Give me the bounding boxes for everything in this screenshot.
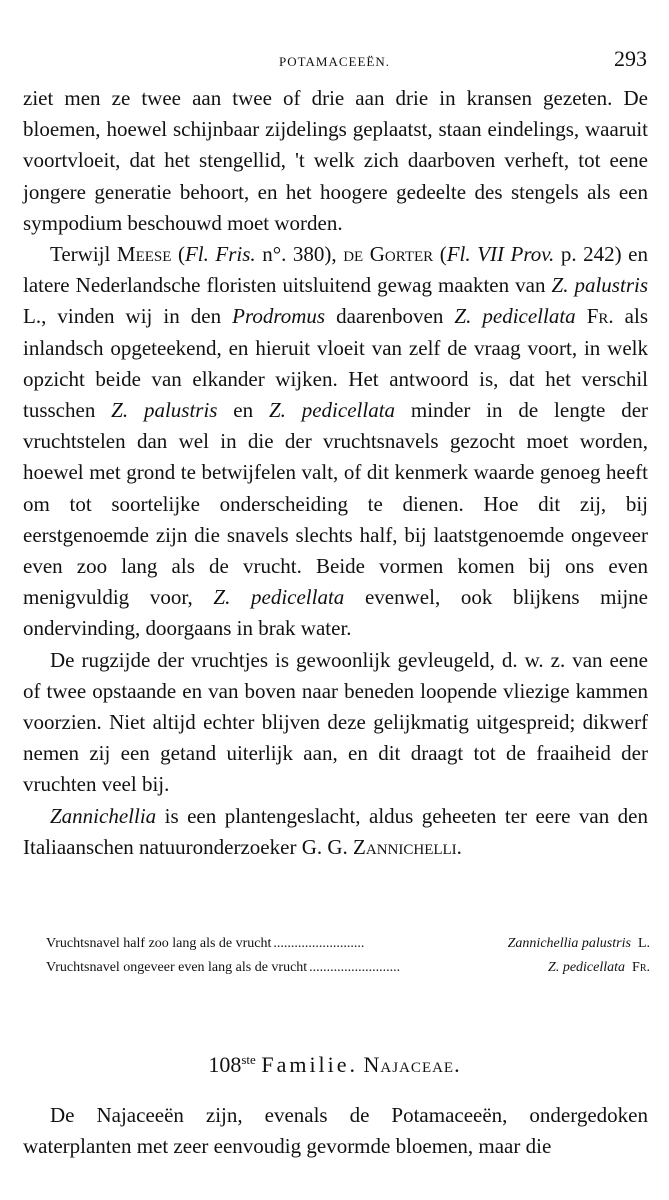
key-line (46, 956, 650, 980)
author-fr: Fr. (586, 304, 614, 329)
page-header (0, 46, 669, 76)
key-taxon (548, 956, 650, 980)
text-run: L., vinden wij in den (23, 304, 233, 329)
text-run: daarenboven (325, 304, 455, 329)
family-intro-text (23, 1100, 648, 1162)
work-fl-fris: Fl. Fris. (184, 242, 256, 267)
key-taxon-name: Zannichellia palustris (507, 936, 631, 951)
species-z-palustris: Z. palustris (551, 273, 648, 298)
species-z-pedicellata: Z. pedicellata (454, 304, 576, 329)
text-run: minder in de lengte der vruchtstelen dan wel in die der vruchtsnavels gezocht moet worden, hoewel met grond te betwijfelen valt, of dit kenmerk waarde genoeg heeft om tot soortelijke onderscheiding te dienen. Hoe dit zij, bij eerstgenoemde zijn die snavels slechts half, bij laatstgenoemde ongeveer even zoo lang als de vrucht. Beide vormen komen bij ons even menigvuldig voor, (23, 398, 649, 610)
key-leader-dots: .......................... (273, 936, 365, 951)
species-z-palustris: Z. palustris (111, 398, 218, 423)
paragraph-rugzijde: De rugzijde der vruchtjes is gewoonlijk gevleugeld, d. w. z. van eene of twee opstaande en van boven naar beneden loopende vliezige kammen voorzien. Niet altijd echter blijven deze gelijkmatig uitgespreid; dikwerf nemen zij een getand uiterlijk aan, en dit draagt tot de fraaiheid der vruchten veel bij. (23, 647, 648, 797)
text-run: en (217, 398, 269, 423)
text-run: is een plantengeslacht, aldus geheeten ter eere van den Italiaanschen natuuronderzoeker G. G. (23, 803, 648, 859)
family-word: Familie. (261, 1052, 359, 1077)
text-run: ( (171, 242, 185, 267)
page-number: 293 (614, 46, 647, 71)
species-z-pedicellata: Z. pedicellata (213, 585, 345, 610)
key-line (46, 932, 650, 956)
text-run: evenwel, ook blijkens mijne ondervinding, doorgaans in brak water. (23, 585, 649, 641)
key-taxon-name: Z. pedicellata (548, 960, 626, 975)
work-fl-vii-prov: Fl. VII Prov. (446, 242, 555, 267)
body-text (23, 83, 648, 863)
paragraph-najaceae: De Najaceeën zijn, evenals de Potamaceeën, ondergedoken waterplanten met zeer eenvoudig gevormde bloemen, maar die (23, 1103, 648, 1159)
family-number-suffix: ste (241, 1052, 256, 1067)
person-zannichelli: Zannichelli (353, 834, 457, 859)
text-run: Terwijl (50, 242, 117, 267)
key-taxon (508, 932, 650, 956)
genus-zannichellia: Zannichellia (50, 803, 157, 828)
key-taxon-author: L. (637, 936, 650, 951)
paragraph-floristen (23, 239, 648, 645)
key-description: Vruchtsnavel half zoo lang als de vrucht (46, 936, 272, 951)
author-de-gorter: de Gorter (343, 242, 434, 267)
paragraph-etymology (23, 801, 648, 863)
text-run: als inlandsch opgeteekend, en hieruit vloeit van zelf de vraag voort, in welk opzicht beide van elkander wijken. Het antwoord is, dat het verschil tusschen (23, 304, 649, 423)
key-leader-dots: .......................... (309, 960, 401, 975)
key-description: Vruchtsnavel ongeveer even lang als de vrucht (46, 960, 308, 975)
paragraph-continued: ziet men ze twee aan twee of drie aan drie in kransen gezeten. De bloemen, hoewel schijnbaar zijdelings geplaatst, staan eindelings, waaruit voortvloeit, dat het stengellid, 't welk zich daarboven verheft, tot eene jongere generatie behoort, en het hoogere gedeelte des stengels als een sympodium beschouwd moet worden. (23, 86, 648, 235)
family-number: 108 (208, 1052, 242, 1077)
text-run: n°. 380), (255, 242, 344, 267)
text-run: ( (433, 242, 447, 267)
running-head: POTAMACEEËN. (279, 54, 390, 69)
family-heading (0, 1052, 669, 1078)
text-run: p. 242) en latere Nederlandsche floristen uitsluitend gewag maakten van (23, 242, 648, 298)
family-name: Najaceae. (363, 1052, 461, 1077)
text-run: . (456, 834, 462, 859)
text-run (576, 304, 587, 328)
author-meese: Meese (116, 242, 172, 267)
identification-key (46, 932, 650, 980)
species-z-pedicellata: Z. pedicellata (268, 398, 396, 423)
work-prodromus: Prodromus (232, 304, 326, 329)
key-taxon-author: Fr. (632, 960, 650, 975)
